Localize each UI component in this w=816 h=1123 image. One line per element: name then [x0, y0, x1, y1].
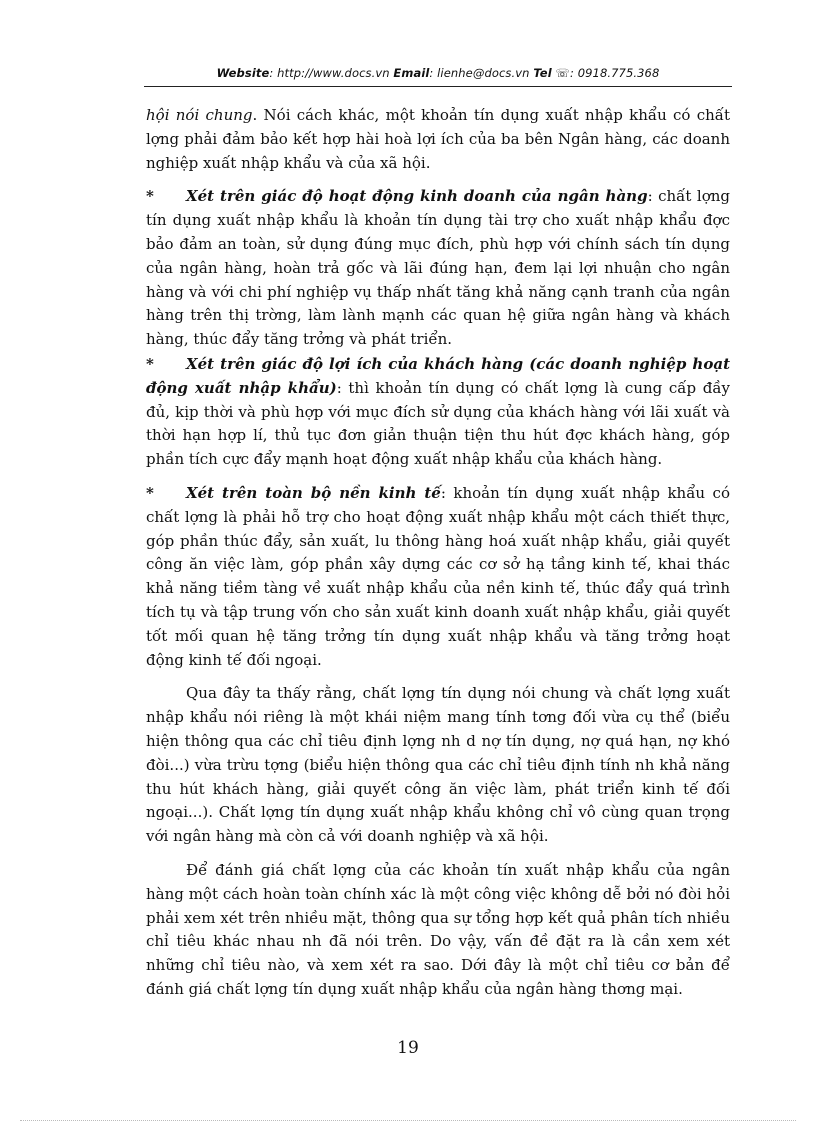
paragraph-2 [146, 185, 730, 352]
website-value: : http://www.docs.vn [269, 66, 390, 80]
paragraph-6: Để đánh giá chất lợng của các khoản tín xuất nhập khẩu của ngân hàng một cách hoàn toàn chính xác là một công việc không dễ bởi nó đòi hỏi phải xem xét trên nhiều mặt, thông qua sự tổng hợp kết quả phân tích nhiều chỉ tiêu khác nhau nh đã nói trên. Do vậy, vấn đề đặt ra là cần xem xét những chỉ tiêu nào, và xem xét ra sao. Dới đây là một chỉ tiêu cơ bản để đánh giá chất lợng tín dụng xuất nhập khẩu của ngân hàng thơng mại. [146, 860, 730, 998]
paragraph-2-text: : chất lợng tín dụng xuất nhập khẩu là khoản tín dụng tài trợ cho xuất nhập khẩu đợc bảo đảm an toàn, sử dụng đúng mục đích, phù hợp với chính sách tín dụng của ngân hàng, hoàn trả gốc và lãi đúng hạn, đem lại lợi nhuận cho ngân hàng và với chi phí nghiệp vụ thấp nhất tăng khả năng cạnh tranh của ngân hàng trên thị trờng, làm lành mạnh các quan hệ giữa ngân hàng và khách hàng, thúc đẩy tăng trởng và phát triển. [146, 187, 730, 349]
tel-value: : 0918.775.368 [569, 66, 660, 80]
paragraph-2-lead: Xét trên giác độ hoạt động kinh doanh của ngân hàng [186, 187, 648, 206]
header-rule [144, 86, 732, 87]
phone-icon: ☏ [555, 66, 570, 80]
paragraph-3 [146, 353, 730, 472]
document-body [146, 104, 730, 1012]
bullet-star: * [146, 354, 154, 373]
paragraph-1 [146, 104, 730, 175]
page-header [146, 66, 730, 80]
paragraph-4 [146, 482, 730, 672]
website-label: Website [216, 66, 270, 80]
tel-label: Tel [533, 66, 552, 80]
paragraph-3-text: : thì khoản tín dụng có chất lợng là cung cấp đầy đủ, kịp thời và phù hợp với mục đích sử dụng của khách hàng với lãi xuất và thời hạn hợp lí, thủ tục đơn giản thuận tiện thu hút đợc khách hàng, góp phần tích cực đẩy mạnh hoạt động xuất nhập khẩu của khách hàng. [146, 378, 730, 469]
page-number: 19 [397, 1038, 419, 1058]
paragraph-4-text: : khoản tín dụng xuất nhập khẩu có chất lợng là phải hỗ trợ cho hoạt động xuất nhập khẩu một cách thiết thực, góp phần thúc đẩy, sản xuất, lu thông hàng hoá xuất nhập khẩu, giải quyết công ăn việc làm, góp phần xây dựng các cơ sở hạ tầng kinh tế, khai thác khả năng tiềm tàng về xuất nhập khẩu của nền kinh tế, thúc đẩy quá trình tích tụ và tập trung vốn cho sản xuất kinh doanh xuất nhập khẩu, giải quyết tốt mối quan hệ tăng trởng tín dụng xuất nhập khẩu và tăng trởng hoạt động kinh tế đối ngoại. [146, 483, 730, 669]
paragraph-1-text: . Nói cách khác, một khoản tín dụng xuất nhập khẩu có chất lợng phải đảm bảo kết hợp hài hoà lợi ích của ba bên Ngân hàng, các doanh nghiệp xuất nhập khẩu và của xã hội. [146, 106, 731, 172]
paragraph-3-lead: Xét trên giác độ lợi ích của khách hàng (các doanh nghiệp hoạt động xuất nhập khẩu) [146, 354, 730, 397]
email-label: Email [393, 66, 430, 80]
bullet-star: * [146, 187, 154, 206]
paragraph-1-lead: hội nói chung [146, 106, 253, 124]
bullet-star: * [146, 483, 154, 502]
bottom-dotted-rule [20, 1120, 796, 1121]
email-value: : lienhe@docs.vn [429, 66, 530, 80]
paragraph-4-lead: Xét trên toàn bộ nền kinh tế [186, 483, 441, 502]
paragraph-5: Qua đây ta thấy rằng, chất lợng tín dụng nói chung và chất lợng xuất nhập khẩu nói riêng là một khái niệm mang tính tơng đối vừa cụ thể (biểu hiện thông qua các chỉ tiêu định lợng nh d nợ tín dụng, nợ quá hạn, nợ khó đòi...) vừa trừu tợng (biểu hiện thông qua các chỉ tiêu định tính nh khả năng thu hút khách hàng, giải quyết công ăn việc làm, phát triển kinh tế đối ngoại...). Chất lợng tín dụng xuất nhập khẩu không chỉ vô cùng quan trọng với ngân hàng mà còn cả với doanh nghiệp và xã hội. [146, 684, 730, 846]
